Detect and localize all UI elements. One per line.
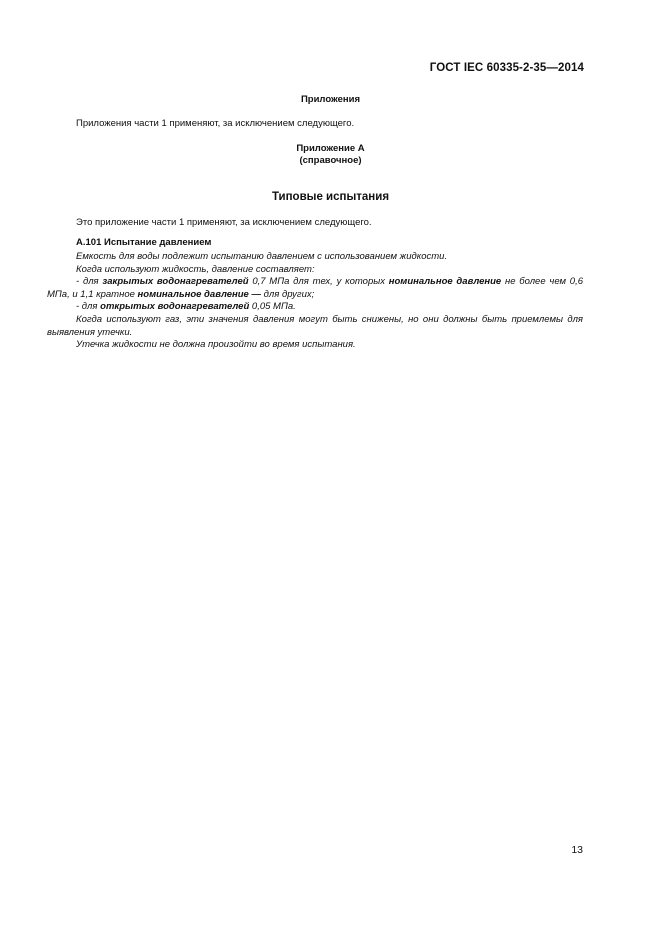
annex-main-heading: Типовые испытания (271, 191, 390, 203)
annex-a-subtitle: (справочное) (299, 155, 362, 166)
list-item-open-heaters: - для открытых водонагревателей 0,05 МПа. (76, 301, 296, 313)
page-number: 13 (571, 844, 583, 856)
annex-a-title: Приложение А (296, 143, 365, 154)
paragraph: Утечка жидкости не должна произойти во время испытания. (76, 339, 356, 351)
paragraph: Емкость для воды подлежит испытанию давлением с использованием жидкости. (76, 251, 448, 262)
appendices-text: Приложения части 1 применяют, за исключением следующего. (76, 118, 355, 129)
section-body (47, 251, 583, 352)
annex-a-title-block (0, 143, 661, 167)
annex-intro: Это приложение части 1 применяют, за исключением следующего. (76, 217, 372, 228)
paragraph: Когда используют газ, эти значения давления могут быть снижены, но они должны быть приемлемы для выявления утечки. (47, 313, 583, 338)
section-title: А.101 Испытание давлением (76, 237, 212, 248)
document-id-header: ГОСТ IEC 60335-2-35—2014 (429, 62, 584, 74)
appendices-heading: Приложения (300, 94, 361, 105)
list-item-closed-heaters: - для закрытых водонагревателей 0,7 МПа для тех, у которых номинальное давление не более чем 0,6 МПа, и 1,1 кратное номинальное давление — для других; (47, 276, 583, 300)
paragraph: Когда используют жидкость, давление составляет: (76, 263, 315, 275)
